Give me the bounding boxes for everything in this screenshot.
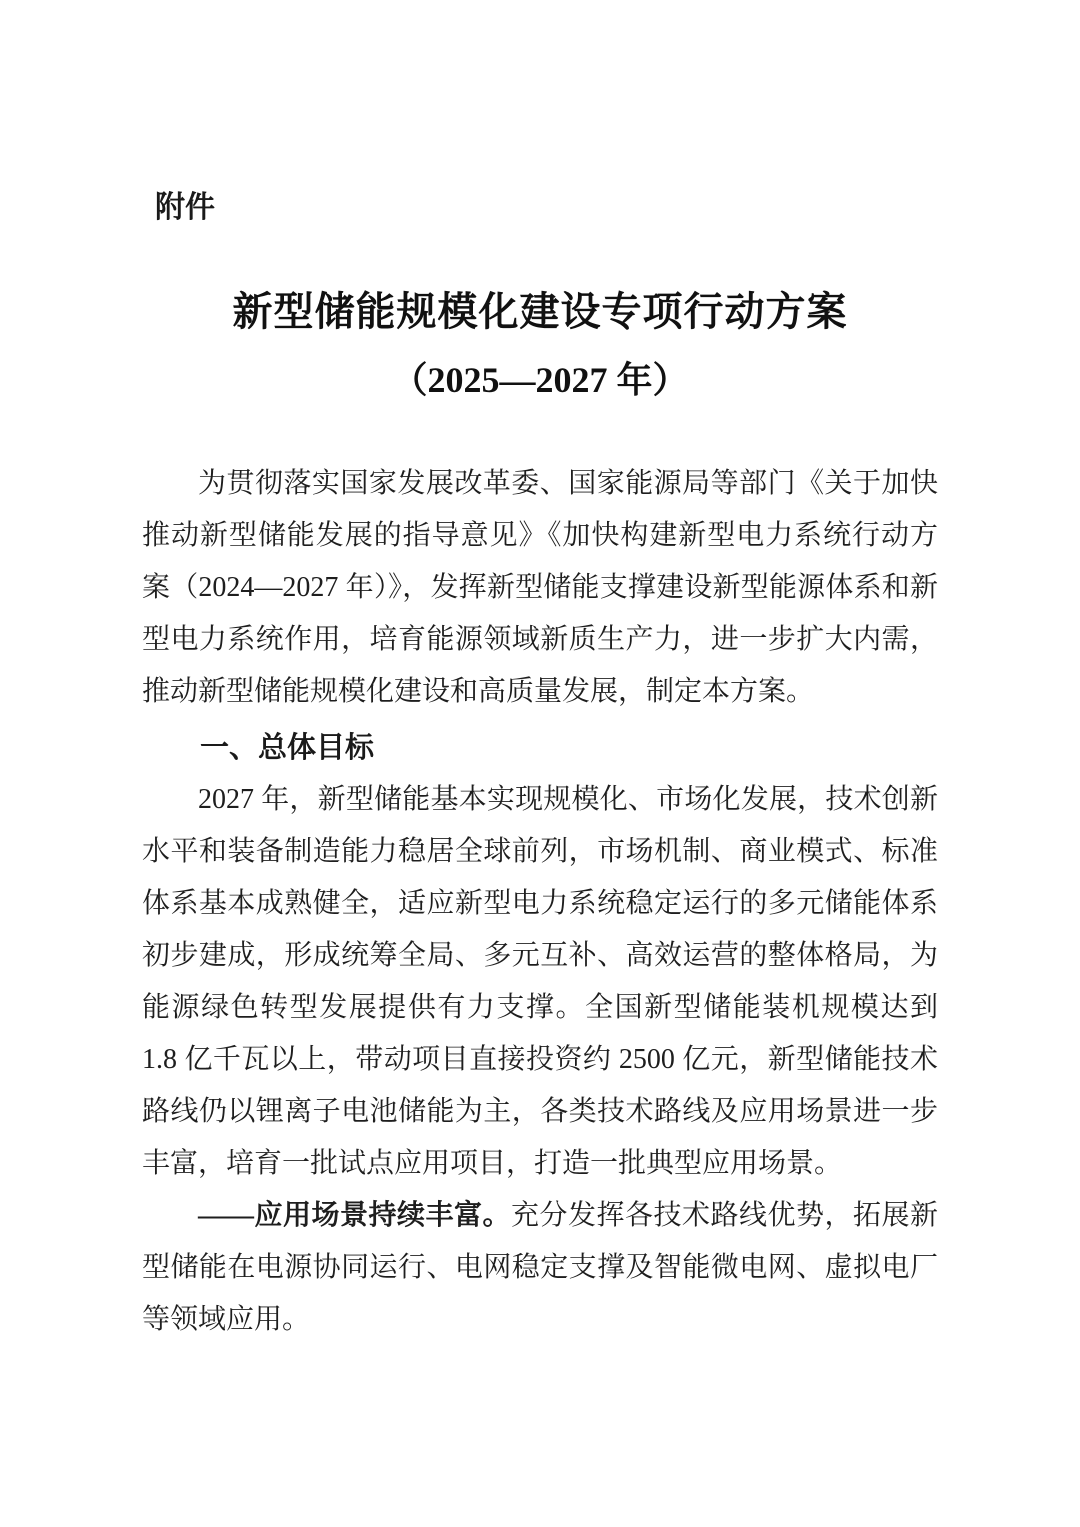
section-heading-overall-goals: 一、总体目标 bbox=[200, 732, 375, 764]
document-subtitle: （2025—2027 年） bbox=[391, 360, 689, 400]
intro-paragraph: 为贯彻落实国家发展改革委、国家能源局等部门《关于加快推动新型储能发展的指导意见》《加快构建新型电力系统行动方案（2024—2027 年）》，发挥新型储能支撑建设新型能源体系和新型电力系统作用，培育能源领域新质生产力，进一步扩大内需，推动新型储能规模化建设和高质量发展，制定本方案。 bbox=[142, 468, 938, 707]
application-scenarios-lead: ——应用场景持续丰富。 bbox=[198, 1200, 511, 1231]
document-title: 新型储能规模化建设专项行动方案 bbox=[232, 289, 848, 334]
overall-goals-paragraph: 2027 年，新型储能基本实现规模化、市场化发展，技术创新水平和装备制造能力稳居全球前列，市场机制、商业模式、标准体系基本成熟健全，适应新型电力系统稳定运行的多元储能体系初步建成，形成统筹全局、多元互补、高效运营的整体格局，为能源绿色转型发展提供有力支撑。全国新型储能装机规模达到 1.8 亿千瓦以上，带动项目直接投资约 2500 亿元，新型储能技术路线仍以锂离子电池储能为主，各类技术路线及应用场景进一步丰富，培育一批试点应用项目，打造一批典型应用场景。 bbox=[142, 784, 938, 1179]
application-scenarios-paragraph bbox=[142, 1190, 938, 1346]
application-scenarios-text: 充分发挥各技术路线优势，拓展新型储能在电源协同运行、电网稳定支撑及智能微电网、虚拟电厂等领域应用。 bbox=[142, 1200, 938, 1335]
attachment-label: 附件 bbox=[155, 191, 215, 224]
document-body bbox=[142, 458, 938, 1346]
